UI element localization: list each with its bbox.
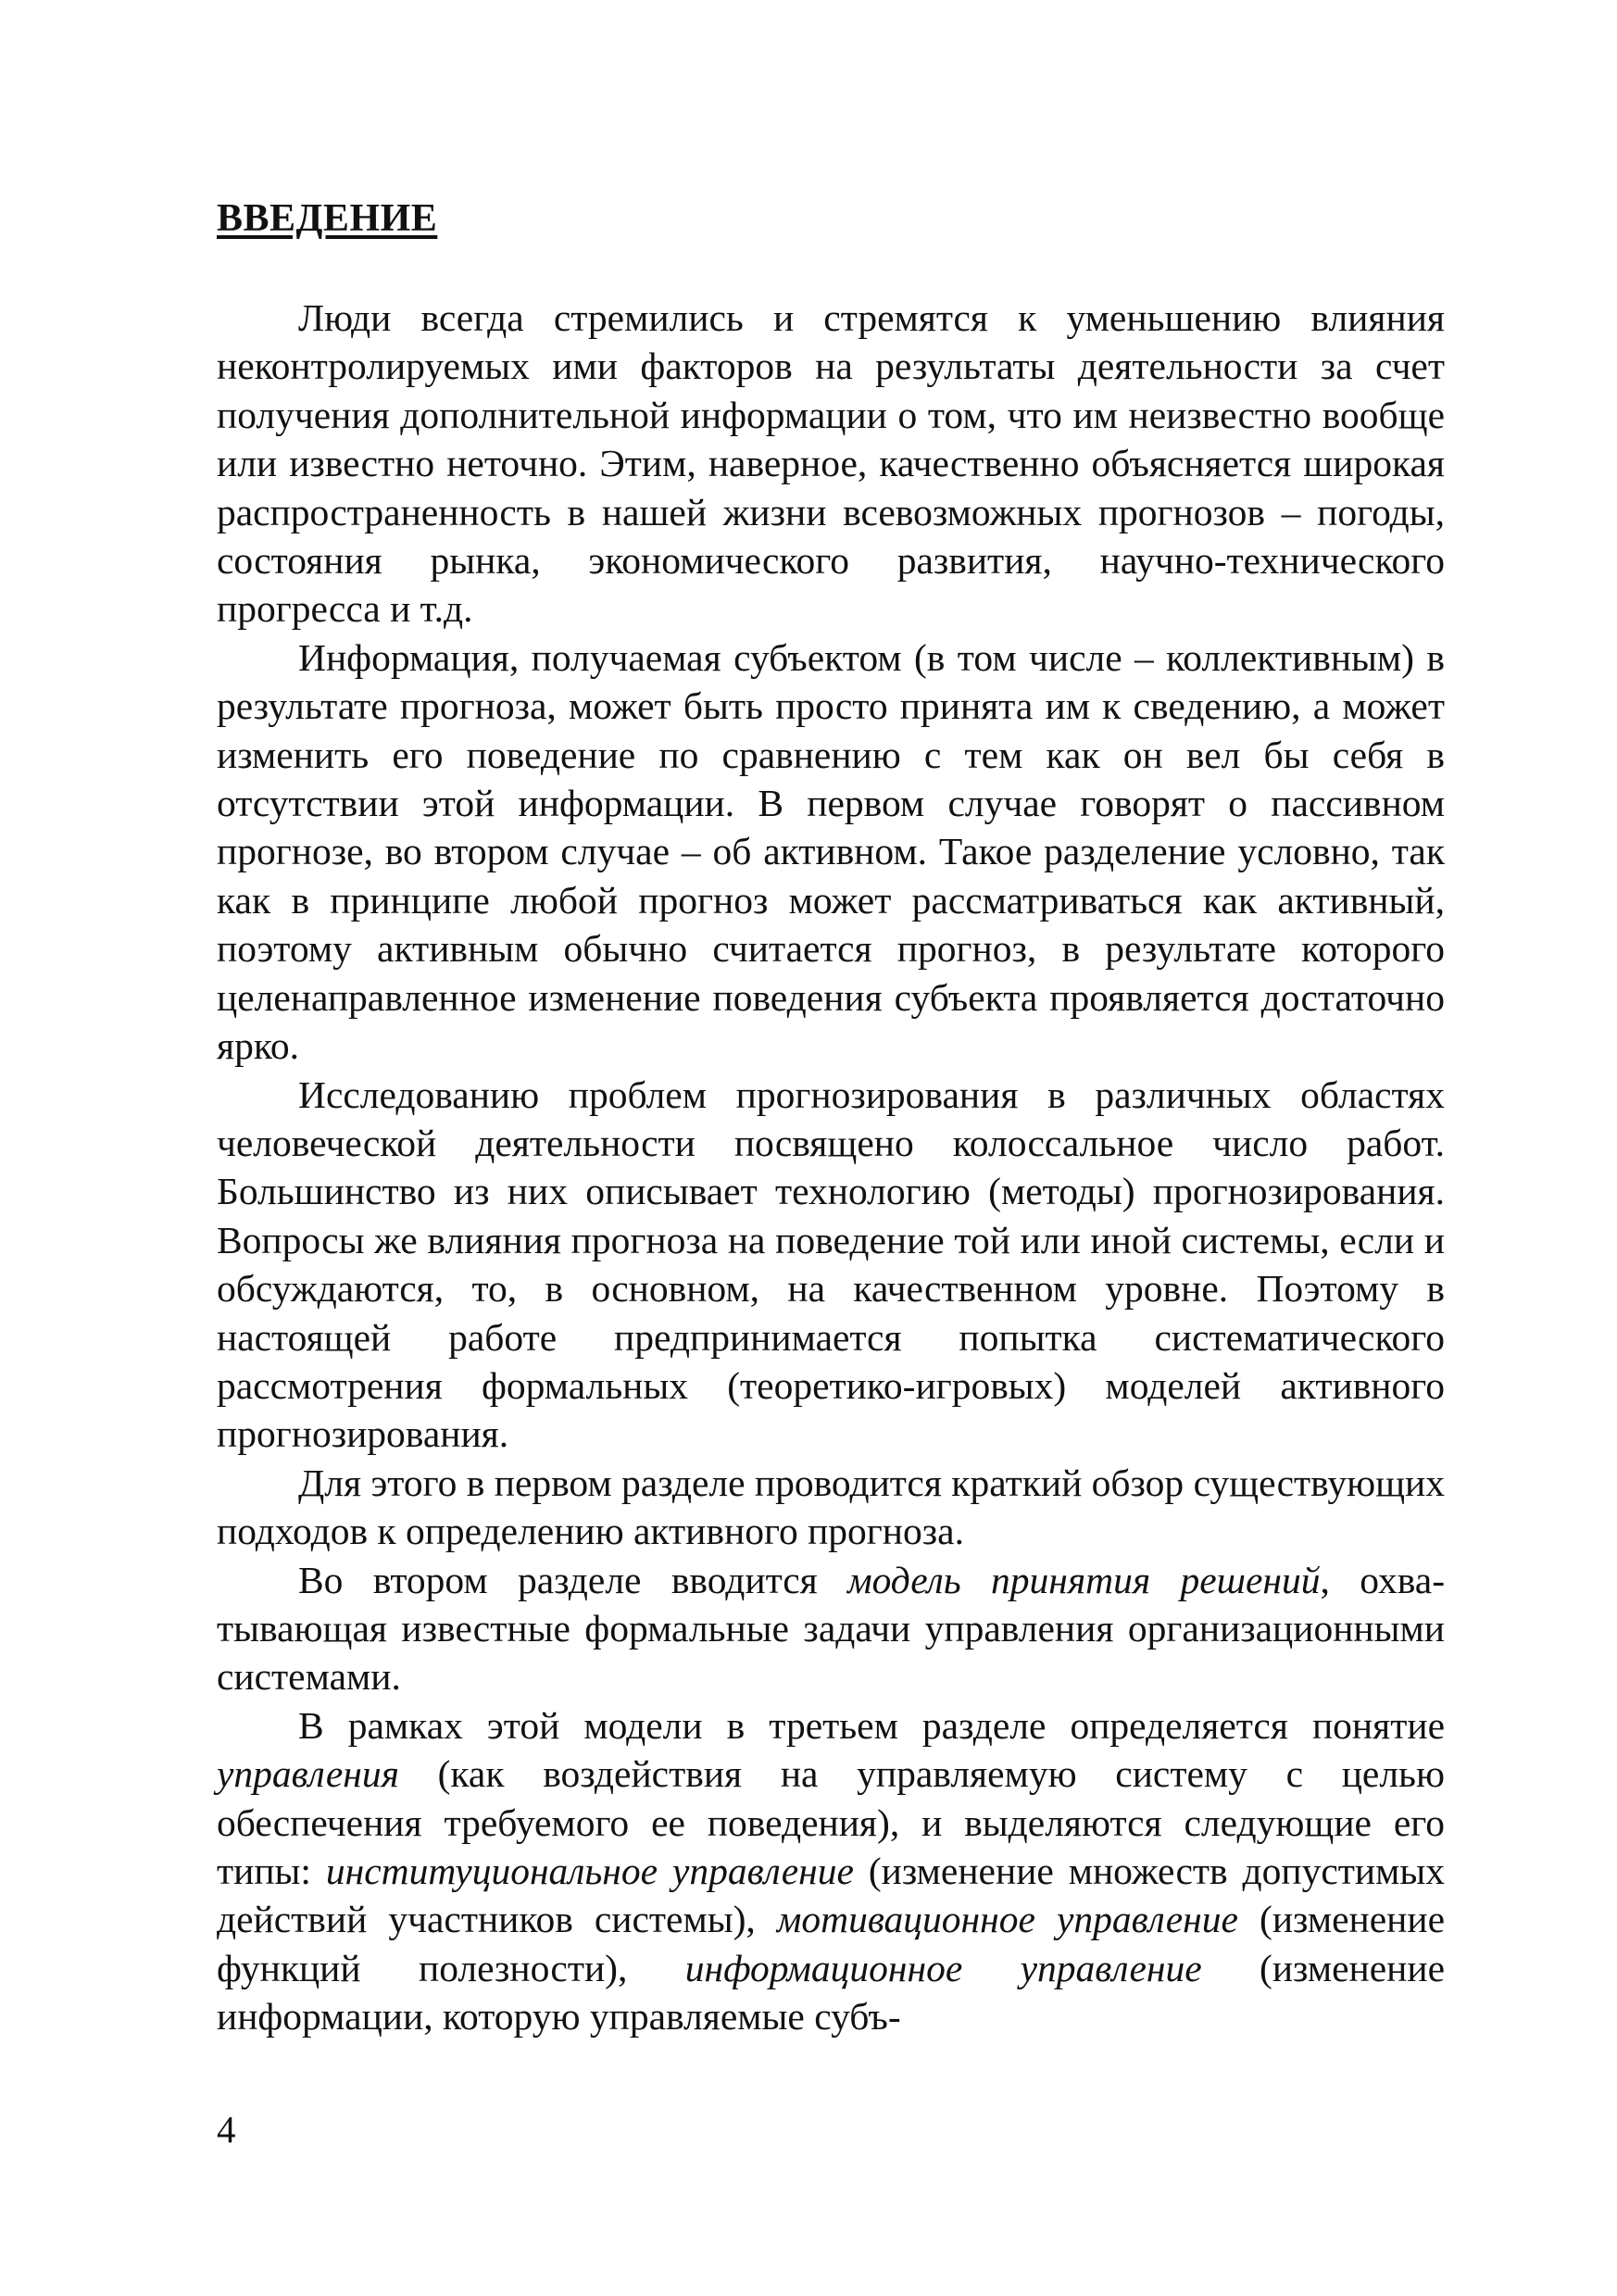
paragraph-3: Исследованию проблем прогнозирования в различных областях человеческой деятельности посвящено колоссальное число работ. Большинство из них описывает технологию (методы) прогнозирования. Вопросы же влияния прогноза на поведение той или иной системы, если и обсуждаются, то, в основном, на качественном уровне. Поэтому в настоящей работе предпринимается попытка систематического рассмотрения формальных (теоретико-игровых) моделей активного прогнозирования. [217, 1073, 1445, 1456]
paragraph-6-text: (как воздействия на управляемую систему с целью обеспечения требуемого ее поведения), и выделяются следующие его типы: [217, 1752, 1445, 1892]
italic-term: мотивационное управление [776, 1898, 1238, 1941]
body-text [217, 294, 1445, 2041]
italic-term: модель принятия решений [847, 1558, 1321, 1601]
italic-term: информационное управление [684, 1946, 1202, 1989]
page-number: 4 [217, 2108, 236, 2151]
italic-term: институциональное управление [325, 1850, 854, 1892]
paragraph-6-text: (изменение функций полезности), [217, 1898, 1445, 1989]
paragraph-6-text: (изменение множеств допустимых действий участников системы), [217, 1850, 1446, 1941]
italic-term: управления [217, 1752, 399, 1796]
paragraph-6 [217, 1701, 1445, 2041]
paragraph-4: Для этого в первом разделе проводится краткий обзор существующих подходов к определению активного прогноза. [217, 1461, 1445, 1553]
section-heading: ВВЕДЕНИЕ [217, 197, 438, 240]
paragraph-1: Люди всегда стремились и стремятся к уменьшению влияния неконтролируемых ими факторов на результаты деятельности за счет получения дополнительной информации о том, что им неизвестно вообще или известно неточно. Этим, наверное, качественно объясняется широкая распространенность в нашей жизни всевозможных прогнозов – погоды, состояния рынка, экономического развития, научно-технического прогресса и т.д. [217, 296, 1445, 631]
paragraph-2: Информация, получаемая субъектом (в том числе – коллективным) в результате прогноза, может быть просто принята им к сведению, а может изменить его поведение по сравнению с тем как он вел бы себя в отсутствии этой информации. В первом случае говорят о пассивном прогнозе, во втором случае – об активном. Такое разделение условно, так как в принципе любой прогноз может рассматриваться как активный, поэтому активным обычно считается прогноз, в результате которого целенаправленное изменение поведения субъекта проявляется достаточно ярко. [217, 635, 1445, 1068]
paragraph-5-text: , охватывающая известные формальные задачи управления организационными системами. [217, 1558, 1446, 1699]
paragraph-5 [217, 1556, 1445, 1701]
paragraph-6-text: (изменение информации, которую управляемые субъ- [217, 1946, 1445, 2039]
paragraph-5-text: Во втором разделе вводится [298, 1558, 848, 1601]
paragraph-6-text: В рамках этой модели в третьем разделе определяется понятие [298, 1703, 1445, 1747]
